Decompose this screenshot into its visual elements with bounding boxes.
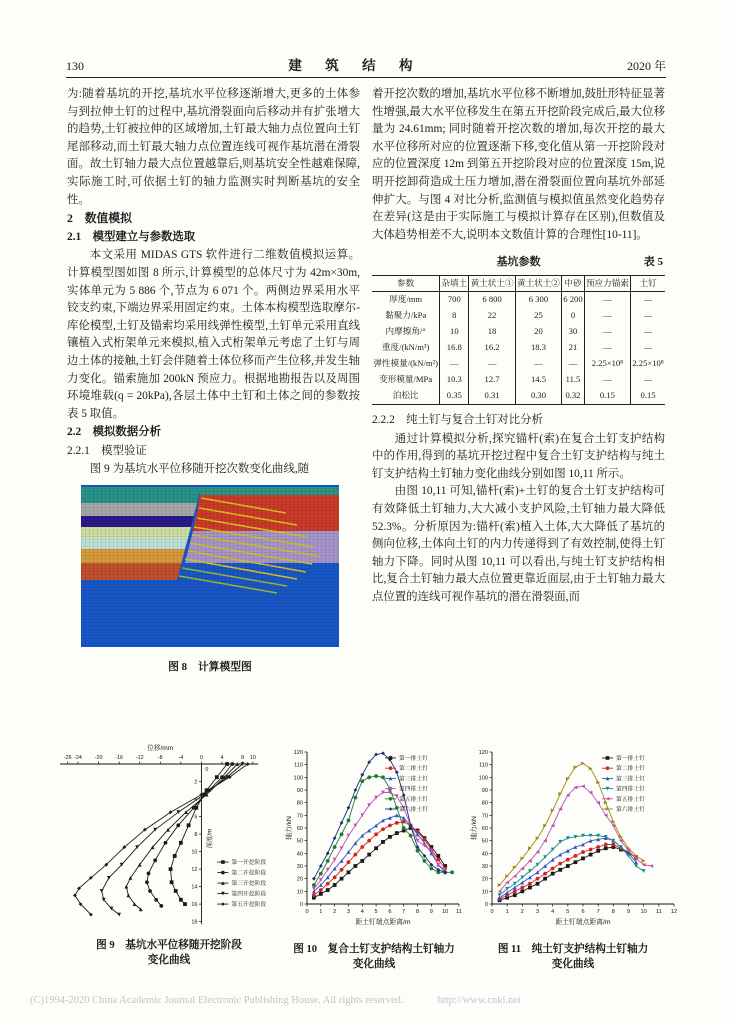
svg-text:3: 3 [346,909,351,915]
svg-text:第四开挖阶段: 第四开挖阶段 [231,891,267,898]
svg-text:40: 40 [296,851,303,858]
table-cell: — [631,372,665,388]
table-5-pit-parameters [372,275,665,405]
svg-text:2: 2 [333,909,337,915]
svg-text:80: 80 [296,800,303,807]
svg-text:第二排土钉: 第二排土钉 [616,766,645,773]
table-row [372,372,665,388]
table-cell: 10.3 [440,372,469,388]
svg-text:5: 5 [566,909,570,915]
svg-text:100: 100 [478,775,488,782]
table-cell: 14.5 [515,372,561,388]
table-cell: 0.35 [440,388,469,405]
table-cell: — [584,340,630,356]
table-cell: 20 [515,324,561,340]
section-heading-2-1: 2.1 模型建立与参数选取 [67,230,196,243]
page-header [66,48,666,78]
table-5-tag: 表 5 [643,256,663,269]
figure-11-caption [498,942,648,972]
svg-text:30: 30 [296,864,303,870]
right-column [372,86,665,606]
table-cell: 18 [469,324,515,340]
journal-title: 建 筑 结 构 [288,58,423,73]
figure-9-caption [96,938,242,968]
svg-text:第一开挖阶段: 第一开挖阶段 [231,860,267,867]
table-cell: 2.25×10⁸ [584,356,630,372]
svg-text:10: 10 [191,849,198,856]
table-cell: — [631,340,665,356]
svg-text:80: 80 [481,800,488,807]
paragraph: 为:随着基坑的开挖,基坑水平位移逐渐增大,更多的土体参与到拉伸土钉的过程中,基坑滑裂面向后移动并有扩张增大的趋势,土钉被拉伸的区域增加,土钉最大轴力点位置向土钉尾部移动,而土钉最大轴力点位置连线可视作基坑潜在滑裂面。故土钉轴力最大点位置越靠后,则基坑安全性越难保障,实际施工时,可依据土钉的轴力监测实时判断基坑的安全性。 [67,88,360,206]
cnki-footer [30,995,700,1006]
svg-text:9: 9 [429,909,433,915]
svg-text:40: 40 [481,851,488,858]
table-cell: 厚度/mm [389,294,423,305]
svg-text:110: 110 [479,762,488,769]
svg-text:90: 90 [481,788,488,794]
svg-text:4: 4 [551,909,555,915]
table-cell: — [562,356,585,372]
table-row [372,356,665,372]
svg-text:2: 2 [194,779,198,786]
table-cell: 内摩擦角/° [385,326,426,337]
table-cell: — [631,291,665,308]
page-number: 130 [66,59,84,73]
svg-text:0: 0 [199,755,203,761]
figure-10-block [283,742,465,972]
table-cell: 16.8 [440,340,469,356]
table-cell: 21 [562,340,585,356]
section-heading-2-2: 2.2 模拟数据分析 [67,426,161,439]
svg-text:1: 1 [319,909,323,915]
svg-text:5: 5 [374,909,378,915]
table-cell: 弹性模量/(kN/m²) [373,358,438,369]
figure-10-caption [293,942,455,972]
svg-text:深度/m: 深度/m [206,828,214,849]
svg-text:11: 11 [456,909,462,915]
svg-text:第五排土钉: 第五排土钉 [399,796,428,803]
figure-9-caption-line2: 变化曲线 [147,955,191,966]
svg-text:6: 6 [581,909,585,915]
table-row [372,388,665,405]
svg-text:60: 60 [296,826,303,832]
svg-text:30: 30 [481,864,488,870]
svg-text:16: 16 [191,902,198,909]
svg-text:14: 14 [191,884,198,891]
svg-text:轴力/kN: 轴力/kN [286,816,293,840]
table-cell: 0.30 [515,388,561,405]
section-heading-2-2-2: 2.2.2 纯土钉与复合土钉对比分析 [372,413,543,426]
svg-text:4: 4 [360,909,364,915]
table-cell: 变形模量/MPa [379,374,433,385]
svg-text:10: 10 [249,755,256,761]
svg-text:-16: -16 [115,755,124,761]
figure-11-block [466,742,680,972]
table-cell: — [584,308,630,324]
svg-text:第四排土钉: 第四排土钉 [616,786,645,793]
paragraph: 通过计算模拟分析,探究锚杆(索)在复合土钉支护结构中的作用,得到的基坑开挖过程中复合土钉支护结构与纯土钉支护结构土钉轴力变化曲线分别如图 10,11 所示。 [372,432,665,480]
table-cell: 6 200 [562,291,585,308]
table-cell: 11.5 [562,372,585,388]
svg-text:第五排土钉: 第五排土钉 [616,796,645,803]
svg-text:第三开挖阶段: 第三开挖阶段 [231,881,267,888]
journal-year: 2020 年 [626,59,666,73]
svg-text:-24: -24 [74,755,82,761]
bottom-figures-row [56,742,680,972]
svg-text:110: 110 [294,762,303,769]
svg-text:第六排土钉: 第六排土钉 [616,807,645,813]
table-5-title [372,254,665,272]
table-cell: 10 [440,324,469,340]
svg-text:7: 7 [402,909,406,915]
svg-text:50: 50 [481,838,488,845]
table-cell: — [631,324,665,340]
footer-copyright: (C)1994-2020 China Academic Journal Electronic Publishing House. All rights reserved. [30,995,404,1006]
svg-text:9: 9 [626,909,631,915]
paragraph: 图 9 为基坑水平位移随开挖次数变化曲线,随 [89,463,310,476]
svg-text:11: 11 [655,909,662,915]
svg-text:12: 12 [670,909,678,915]
table-header-cell: 黄土状土① [469,275,515,291]
svg-text:8: 8 [241,755,245,761]
svg-text:6: 6 [388,909,392,915]
table-row [372,340,665,356]
svg-text:12: 12 [191,867,198,874]
table-cell: 2.25×10⁸ [631,356,665,372]
svg-text:第二排土钉: 第二排土钉 [399,766,428,773]
svg-text:轴力/kN: 轴力/kN [471,816,478,840]
section-heading-2-2-1: 2.2.1 模型验证 [67,444,147,457]
table-row [372,324,665,340]
svg-text:距土钉端点距离/m: 距土钉端点距离/m [355,919,411,926]
table-cell: 22 [469,308,515,324]
svg-text:0: 0 [484,902,488,908]
paragraph: 由图 10,11 可知,锚杆(索)+土钉的复合土钉支护结构可有效降低土钉轴力,大大减小支护风险,土钉轴力最大降低 52.3%。分析原因为:锚杆(索)植入土体,大大降低了基坑的侧向位移,土体向土钉的内力传递得到了有效控制,使得土钉轴力下降。同时从图 10,11 可以看出,与纯土钉支护结构相比,复合土钉轴力最大点位置更靠近面层,由于土钉轴力最大点位置的连线可视作基坑的潜在滑裂面,而 [372,485,665,603]
table-cell: 黏聚力/kPa [385,310,427,321]
table-cell: 16.2 [469,340,515,356]
svg-text:8: 8 [415,909,420,915]
table-header-cell: 杂填土 [440,275,469,291]
svg-text:0: 0 [305,909,309,915]
svg-text:70: 70 [296,813,303,820]
svg-text:7: 7 [596,909,600,915]
svg-text:20: 20 [296,876,303,883]
svg-text:第四排土钉: 第四排土钉 [399,786,428,793]
table-header-cell: 黄土状土② [515,275,561,291]
table-header-cell: 中砂 [562,275,585,291]
svg-text:20: 20 [481,876,488,883]
table-header-cell: 土钉 [631,275,665,291]
table-5-title-text: 基坑参数 [496,256,541,269]
svg-text:8: 8 [611,909,615,915]
svg-text:第三排土钉: 第三排土钉 [399,776,428,783]
figure-9-caption-line1: 图 9 基坑水平位移随开挖阶段 [96,940,242,951]
table-header-cell: 参数 [372,275,440,291]
footer-url-link[interactable]: http://www.cnki.net [437,995,521,1006]
table-cell: 重度/(kN/m³) [381,342,430,353]
svg-text:0: 0 [299,902,303,908]
table-cell: 0.32 [562,388,585,405]
svg-text:10: 10 [442,909,449,915]
table-cell: 0.15 [584,388,630,405]
table-cell: — [469,356,515,372]
table-cell: 700 [440,291,469,308]
table-cell: 0.15 [631,388,665,405]
svg-text:10: 10 [296,889,303,896]
svg-text:第二开挖阶段: 第二开挖阶段 [231,870,267,877]
table-cell: 6 800 [469,291,515,308]
figure-11-caption-line1: 图 11 纯土钉支护结构土钉轴力 [497,944,649,955]
svg-text:0: 0 [490,909,494,915]
table-cell: 0 [562,308,585,324]
figure-10-caption-line1: 图 10 复合土钉支护结构土钉轴力 [293,944,455,955]
svg-text:90: 90 [296,788,303,794]
left-column [67,86,360,674]
svg-text:-26: -26 [63,755,72,761]
svg-text:第三排土钉: 第三排土钉 [616,776,645,783]
svg-text:第五开挖阶段: 第五开挖阶段 [231,902,267,909]
table-cell: 6 300 [515,291,561,308]
table-row [372,308,665,324]
table-cell: 30 [562,324,585,340]
svg-text:4: 4 [194,797,198,804]
table-cell: 12.7 [469,372,515,388]
table-cell: — [440,356,469,372]
table-cell: — [631,308,665,324]
svg-text:10: 10 [640,909,647,915]
svg-text:10: 10 [481,889,488,896]
table-cell: — [584,324,630,340]
table-row [372,291,665,308]
svg-text:2: 2 [520,909,524,915]
figure-8-model-image [81,485,339,674]
svg-text:-4: -4 [178,755,184,761]
svg-text:0: 0 [205,767,209,773]
figure-9-chart [56,742,282,934]
svg-text:18: 18 [191,919,198,926]
svg-text:3: 3 [535,909,540,915]
table-cell: 18.3 [515,340,561,356]
svg-text:120: 120 [478,750,488,756]
svg-text:4: 4 [220,755,224,761]
table-cell: 8 [440,308,469,324]
svg-text:距土钉端点距离/m: 距土钉端点距离/m [555,919,611,926]
svg-text:-8: -8 [157,755,163,761]
svg-text:6: 6 [194,814,198,821]
table-cell: — [584,372,630,388]
table-cell: 25 [515,308,561,324]
svg-text:位移/mm: 位移/mm [147,745,174,752]
figure-11-caption-line2: 变化曲线 [551,959,595,970]
svg-text:-20: -20 [94,755,103,761]
figure-11-chart [466,742,680,938]
svg-text:50: 50 [296,838,303,845]
section-heading-2: 2 数值模拟 [67,211,132,226]
svg-text:120: 120 [293,750,303,756]
svg-text:8: 8 [194,832,198,839]
figure-10-chart [283,742,465,938]
svg-text:60: 60 [481,826,488,832]
svg-text:100: 100 [293,775,303,782]
table-cell: — [515,356,561,372]
table-cell: 0.31 [469,388,515,405]
table-header-cell: 预应力锚索 [584,275,630,291]
svg-text:第六排土钉: 第六排土钉 [399,807,428,813]
paragraph: 本文采用 MIDAS GTS 软件进行二维数值模拟运算。计算模型图如图 8 所示,计算模型的总体尺寸为 42m×30m,实体单元为 5 886 个,节点为 6 071 个。两侧边界采用水平铰支约束,下端边界采用固定约束。土体本构模型选取摩尔-库伦模型,土钉及锚索均采用线弹性模型,土钉单元采用直线镶植入式桁架单元来模拟,植入式桁架单元考虑了土钉与周边土体的接触,土钉会伴随着土体位移而产生位移,并发生轴力变化。锚索施加 200kN 预应力。根据地勘报告以及周围环境堆载(q = 20kPa),各层土体中土钉和土体之间的参数按表 5 取值。 [67,249,360,420]
svg-text:1: 1 [505,909,509,915]
table-cell: 泊松比 [392,390,419,401]
svg-text:第一排土钉: 第一排土钉 [616,756,645,762]
figure-9-block [56,742,282,972]
table-header-row [372,275,665,291]
svg-text:第一排土钉: 第一排土钉 [399,756,428,762]
paragraph: 着开挖次数的增加,基坑水平位移不断增加,鼓肚形特征显著性增强,最大水平位移发生在第五开挖阶段完成后,最大位移量为 24.61mm; 同时随着开挖次数的增加,每次开挖的最大水平位移所对应的位置逐渐下移,变化值从第一开挖阶段对应的位置深度 12m 到第五开挖阶段对应的位置深度 15m,说明开挖卸荷造成土压力增加,潜在滑裂面位置向基坑外部延伸扩大。与图 4 对比分析,监测值与模拟值虽然变化趋势存在差异(这是由于实际施工与模拟计算存在区别),但数值及大体趋势相差不大,说明本文数值计算的合理性[10-11]。 [372,88,665,241]
table-cell: — [584,291,630,308]
figure-10-caption-line2: 变化曲线 [352,959,396,970]
fe-mesh-figure [81,485,339,647]
figure-8-caption: 图 8 计算模型图 [168,660,252,673]
svg-text:70: 70 [481,813,488,820]
svg-text:-12: -12 [135,755,144,761]
